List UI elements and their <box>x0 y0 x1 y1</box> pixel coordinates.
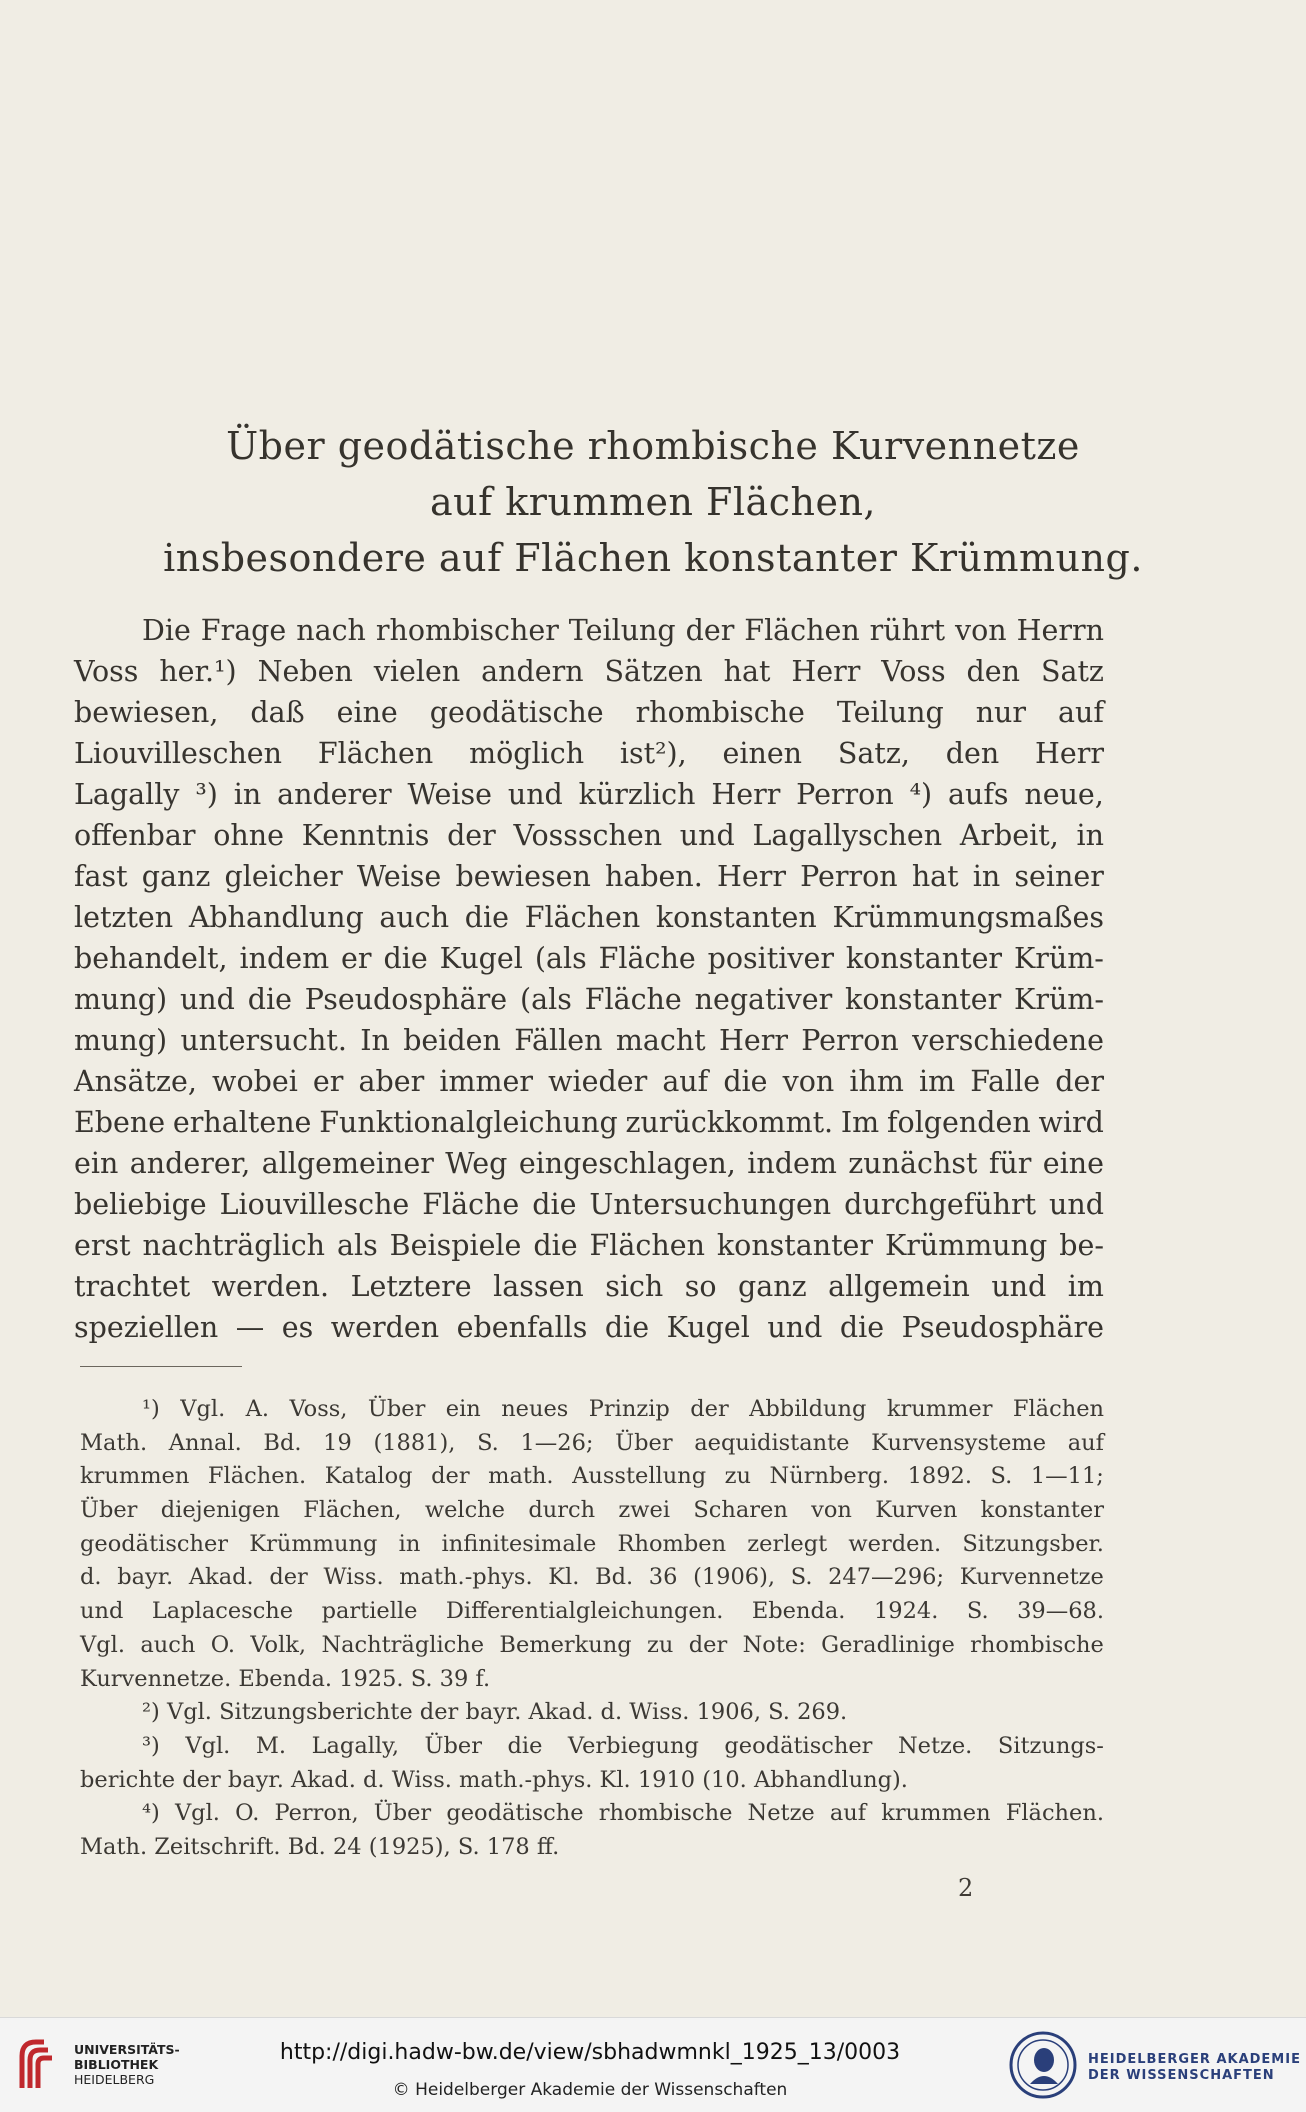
body-line: behandelt, indem er die Kugel (als Fläche positiver konstanter Krüm- <box>74 942 1104 975</box>
body-line: offenbar ohne Kenntnis der Vossschen und Lagallyschen Arbeit, in <box>74 819 1104 852</box>
library-name-line: UNIVERSITÄTS- <box>74 2042 180 2057</box>
footnote-line: Math. Annal. Bd. 19 (1881), S. 1—26; Über aequidistante Kurvensysteme auf <box>80 1429 1104 1456</box>
footnote-line: Math. Zeitschrift. Bd. 24 (1925), S. 178 ff. <box>80 1833 560 1860</box>
footnote-line: berichte der bayr. Akad. d. Wiss. math.-phys. Kl. 1910 (10. Abhandlung). <box>80 1766 908 1793</box>
body-line: bewiesen, daß eine geodätische rhombische Teilung nur auf <box>74 696 1104 729</box>
body-line: letzten Abhandlung auch die Flächen konstanten Krümmungsmaßes <box>74 901 1104 934</box>
body-line: mung) und die Pseudosphäre (als Fläche negativer konstanter Krüm- <box>74 983 1104 1016</box>
footnote-line: geodätischer Krümmung in infinitesimale Rhomben zerlegt werden. Sitzungsber. <box>80 1530 1104 1557</box>
body-paragraph <box>74 610 1104 1348</box>
university-library-logo-icon <box>14 2036 64 2094</box>
footnote-line: d. bayr. Akad. der Wiss. math.-phys. Kl. Bd. 36 (1906), S. 247—296; Kurvennetze <box>80 1564 1104 1591</box>
footnote-line: und Laplacesche partielle Differentialgleichungen. Ebenda. 1924. S. 39—68. <box>80 1598 1104 1625</box>
footnote-line: ³) Vgl. M. Lagally, Über die Verbiegung geodätischer Netze. Sitzungs- <box>142 1732 1104 1759</box>
body-line: fast ganz gleicher Weise bewiesen haben. Herr Perron hat in seiner <box>74 860 1104 893</box>
library-name-line: HEIDELBERG <box>74 2072 155 2087</box>
academy-seal-icon <box>1008 2030 1078 2100</box>
page-number: 2 <box>958 1874 974 1902</box>
body-line: Lagally ³) in anderer Weise und kürzlich Herr Perron ⁴) aufs neue, <box>74 778 1104 811</box>
body-line: speziellen — es werden ebenfalls die Kugel und die Pseudosphäre <box>74 1311 1104 1344</box>
footnote-line: krummen Flächen. Katalog der math. Ausstellung zu Nürnberg. 1892. S. 1—11; <box>80 1463 1104 1490</box>
university-library-name <box>74 2042 180 2087</box>
article-title <box>0 418 1306 586</box>
body-line: beliebige Liouvillesche Fläche die Untersuchungen durchgeführt und <box>74 1188 1104 1221</box>
body-line: mung) untersucht. In beiden Fällen macht Herr Perron verschiedene <box>74 1024 1104 1057</box>
title-line: auf krummen Flächen, <box>429 480 877 524</box>
academy-name-line: DER WISSENSCHAFTEN <box>1088 2068 1275 2083</box>
footnote-line: Vgl. auch O. Volk, Nachträgliche Bemerkung zu der Note: Geradlinige rhombische <box>80 1631 1104 1658</box>
body-line: Voss her.¹) Neben vielen andern Sätzen hat Herr Voss den Satz <box>74 655 1104 688</box>
title-line: insbesondere auf Flächen konstanter Krümmung. <box>163 536 1143 580</box>
viewer-footer <box>0 2017 1306 2112</box>
body-line: ein anderer, allgemeiner Weg eingeschlagen, indem zunächst für eine <box>74 1147 1104 1180</box>
footnote-line: ¹) Vgl. A. Voss, Über ein neues Prinzip der Abbildung krummer Flächen <box>142 1396 1104 1422</box>
academy-name-line: HEIDELBERGER AKADEMIE <box>1088 2052 1301 2067</box>
body-line: erst nachträglich als Beispiele die Flächen konstanter Krümmung be- <box>74 1229 1104 1262</box>
footnote-line: ²) Vgl. Sitzungsberichte der bayr. Akad. d. Wiss. 1906, S. 269. <box>142 1699 848 1726</box>
footnotes <box>80 1393 1104 1865</box>
academy-name <box>1088 2052 1301 2084</box>
body-line: Ansätze, wobei er aber immer wieder auf die von ihm im Falle der <box>74 1065 1104 1098</box>
footnote-line: Kurvennetze. Ebenda. 1925. S. 39 f. <box>80 1665 491 1692</box>
title-line: Über geodätische rhombische Kurvennetze <box>226 424 1080 468</box>
footnote-divider <box>80 1366 242 1367</box>
footnote-line: ⁴) Vgl. O. Perron, Über geodätische rhombische Netze auf krummen Flächen. <box>142 1800 1104 1827</box>
library-name-line: BIBLIOTHEK <box>74 2057 159 2072</box>
copyright-notice: © Heidelberger Akademie der Wissenschaften <box>392 2080 788 2100</box>
document-url-link[interactable]: http://digi.hadw-bw.de/view/sbhadwmnkl_1925_13/0003 <box>279 2040 901 2065</box>
footnote-line: Über diejenigen Flächen, welche durch zwei Scharen von Kurven konstanter <box>80 1497 1104 1524</box>
body-line: Ebene erhaltene Funktionalgleichung zurückkommt. Im folgenden wird <box>74 1106 1104 1139</box>
body-line: Die Frage nach rhombischer Teilung der Flächen rührt von Herrn <box>142 614 1104 647</box>
body-line: trachtet werden. Letztere lassen sich so ganz allgemein und im <box>74 1270 1104 1303</box>
body-line: Liouvilleschen Flächen möglich ist²), einen Satz, den Herr <box>74 737 1104 770</box>
